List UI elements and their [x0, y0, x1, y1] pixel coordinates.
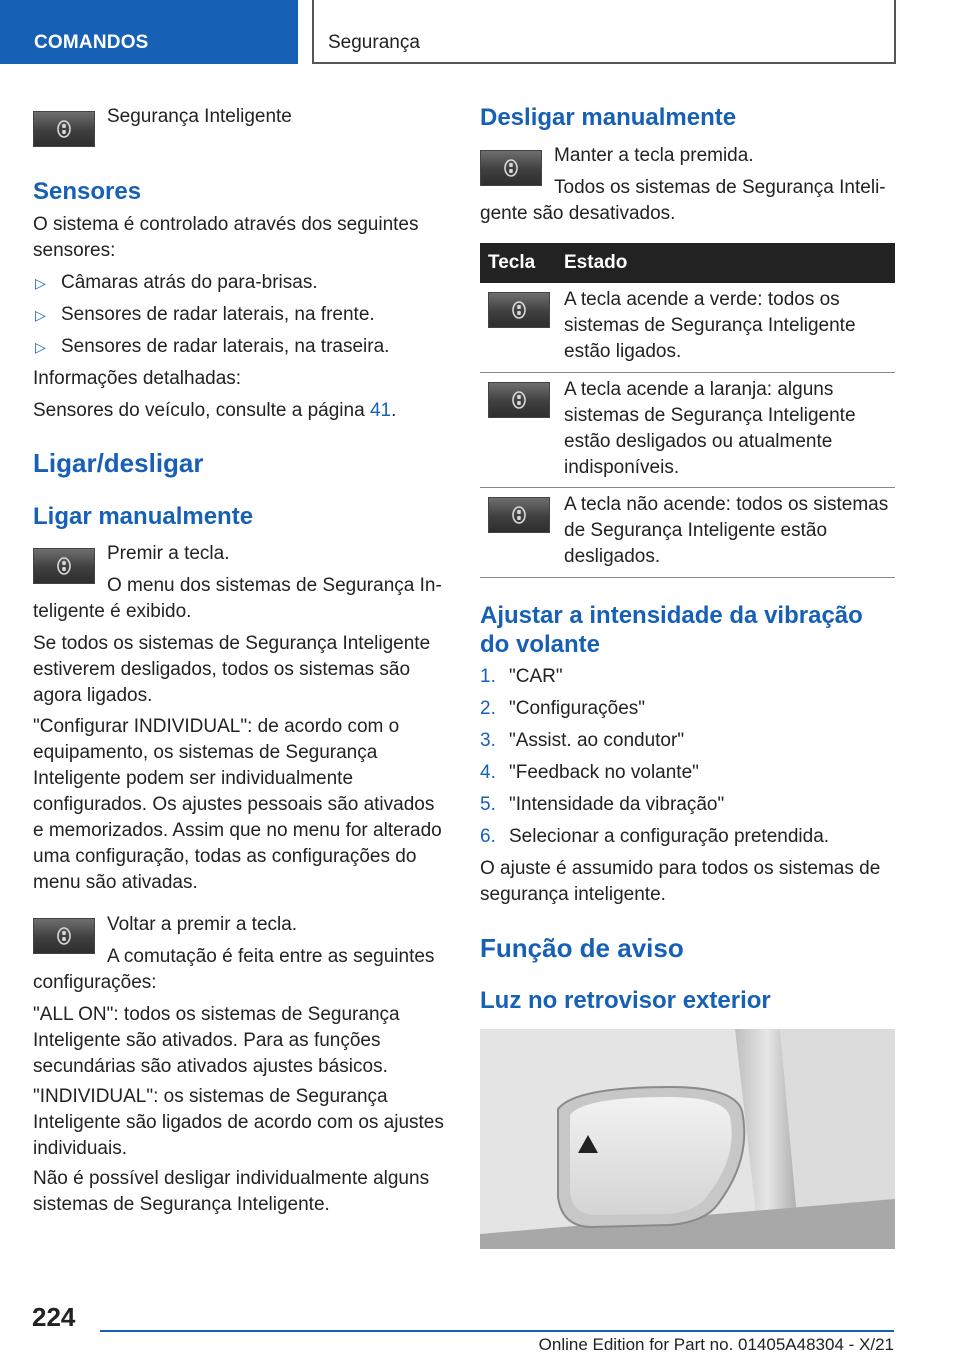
driver-assist-button-icon — [54, 556, 74, 576]
triangle-right-icon: ▷ — [35, 307, 46, 323]
configurar-text: "Configurar INDIVIDUAL": de acordo com o equipamento, os sistemas de Segurança Inteligente podem ser individualmente configurados. Os ajustes pessoais são ativados e memorizados. Assim que no menu for alterado uma configuração, todas as configurações do menu são ativadas. — [33, 716, 442, 893]
nao-possivel-text: Não é possível desligar individualmente alguns sistemas de Segurança Inteligente. — [33, 1168, 430, 1215]
triangle-right-icon: ▷ — [35, 339, 46, 355]
table-header-estado: Estado — [564, 252, 628, 273]
ligar-text: teligente é exibido. — [33, 601, 192, 622]
driver-assist-button-icon — [509, 300, 529, 320]
sensores-heading: Sensores — [33, 178, 142, 205]
voltar-text: configurações: — [33, 972, 157, 993]
button-orange-image — [488, 382, 550, 418]
footer-edition: Online Edition for Part no. 01405A48304 - X/21 — [538, 1335, 894, 1354]
table-header — [480, 243, 895, 283]
individual-text: "INDIVIDUAL": os sistemas de Segurança Inteligente são ligados de acordo com os ajustes individuais. — [33, 1086, 444, 1159]
desligar-text: Manter a tecla premida. — [554, 145, 754, 166]
desligar-heading: Desligar manualmente — [480, 104, 737, 131]
desligar-text: gente são desativados. — [480, 203, 676, 224]
sensores-text: O sistema é controlado através dos seguintes sensores: — [33, 214, 419, 261]
safety-button-image — [33, 111, 95, 147]
table-row — [480, 373, 895, 488]
safety-button-image — [33, 918, 95, 954]
safety-button-image — [33, 548, 95, 584]
desligar-text: Todos os sistemas de Segurança Inteli- — [554, 177, 886, 198]
intro-label: Segurança Inteligente — [107, 106, 292, 127]
table-row — [480, 488, 895, 578]
chapter-tab: COMANDOS — [0, 0, 298, 64]
safety-button-image — [480, 150, 542, 186]
button-green-image — [488, 292, 550, 328]
ligar-manual-heading: Ligar manualmente — [33, 503, 254, 530]
info-label: Informações detalhadas: — [33, 368, 242, 389]
side-mirror-image — [480, 1029, 895, 1249]
table-header-tecla: Tecla — [488, 252, 536, 273]
aviso-heading: Função de aviso — [480, 933, 684, 963]
info-text: Sensores do veículo, consulte a página 41. — [33, 400, 397, 421]
driver-assist-button-icon — [54, 119, 74, 139]
table-cell-estado: A tecla acende a laranja: alguns sistemas de Segurança Inteligente estão desligados ou atualmente indisponíveis. — [564, 379, 856, 478]
ligar-text: O menu dos sistemas de Segurança In- — [107, 575, 442, 596]
allon-text: "ALL ON": todos os sistemas de Segurança Inteligente são ativados. Para as funções secundárias são ativados ajustes básicos. — [33, 1004, 400, 1077]
driver-assist-button-icon — [501, 158, 521, 178]
ligar-desligar-heading: Ligar/desligar — [33, 448, 204, 478]
section-header: Segurança — [312, 0, 896, 64]
triangle-right-icon: ▷ — [35, 275, 46, 291]
driver-assist-button-icon — [54, 926, 74, 946]
voltar-text: Voltar a premir a tecla. — [107, 914, 298, 935]
button-off-image — [488, 497, 550, 533]
page-number: 224 — [32, 1302, 76, 1332]
voltar-text: A comutação é feita entre as seguintes — [107, 946, 435, 967]
table-cell-estado: A tecla não acende: todos os sistemas de Segurança Inteligente estão desligados. — [564, 494, 889, 567]
ajuste-text: O ajuste é assumido para todos os sistemas de segurança inteligente. — [480, 858, 881, 905]
table-cell-estado: A tecla acende a verde: todos os sistemas de Segurança Inteligente estão ligados. — [564, 289, 856, 362]
table-row — [480, 283, 895, 373]
page-link[interactable]: 41 — [369, 400, 392, 421]
ligar-text: Se todos os sistemas de Segurança Inteligente estiverem desligados, todos os sistemas são agora ligados. — [33, 633, 431, 706]
footer-rule — [100, 1330, 894, 1332]
vibracao-heading: Ajustar a intensidade da vibração do volante — [480, 602, 863, 658]
luz-heading: Luz no retrovisor exterior — [480, 987, 771, 1014]
driver-assist-button-icon — [509, 505, 529, 525]
ligar-text: Premir a tecla. — [107, 543, 230, 564]
mirror-illustration — [480, 1029, 895, 1249]
driver-assist-button-icon — [509, 390, 529, 410]
